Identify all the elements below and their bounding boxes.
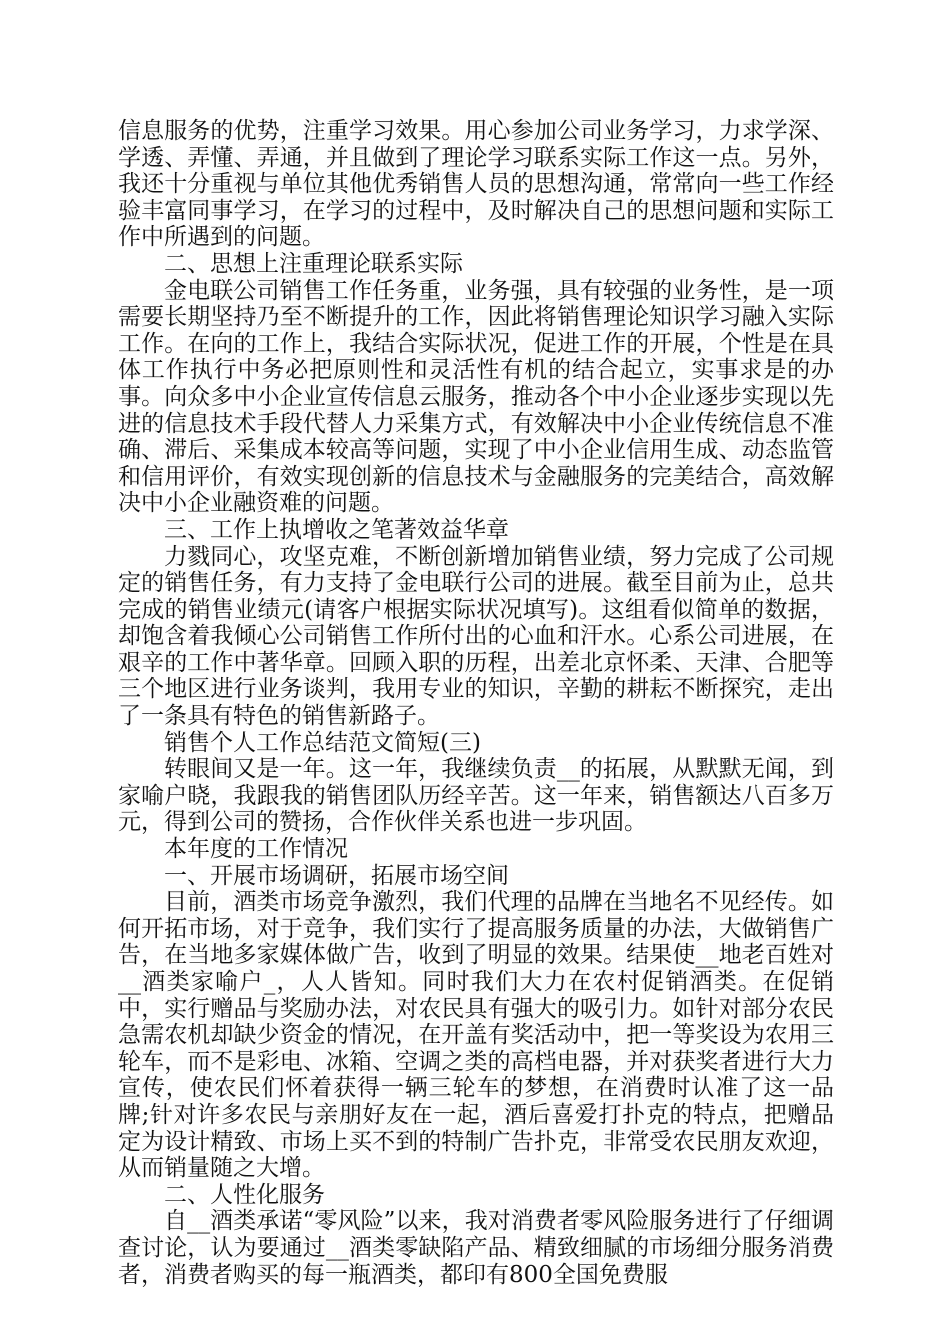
section-heading: 一、开展市场调研，拓展市场空间 bbox=[164, 862, 509, 889]
section-heading: 二、人性化服务 bbox=[164, 1181, 325, 1208]
paragraph: 转眼间又是一年。这一年，我继续负责__的拓展，从默默无闻，到家喻户晓，我跟我的销售团队历经辛苦。这一年来，销售额达八百多万元，得到公司的赞扬，合作伙伴关系也进一步巩固。 bbox=[118, 756, 834, 836]
document-body bbox=[118, 118, 834, 1288]
paragraph: 力戮同心，攻坚克难，不断创新增加销售业绩，努力完成了公司规定的销售任务，有力支持了金电联行公司的进展。截至目前为止，总共完成的销售业绩元(请客户根据实际状况填写)。这组看似简单的数据，却饱含着我倾心公司销售工作所付出的心血和汗水。心系公司进展，在艰辛的工作中著华章。回顾入职的历程，出差北京怀柔、天津、合肥等三个地区进行业务谈判，我用专业的知识，辛勤的耕耘不断探究，走出了一条具有特色的销售新路子。 bbox=[118, 543, 834, 730]
paragraph: 金电联公司销售工作任务重，业务强，具有较强的业务性，是一项需要长期坚持乃至不断提升的工作，因此将销售理论知识学习融入实际工作。在向的工作上，我结合实际状况，促进工作的开展，个性是在具体工作执行中务必把原则性和灵活性有机的结合起立，实事求是的办事。向众多中小企业宣传信息云服务，推动各个中小企业逐步实现以先进的信息技术手段代替人力采集方式，有效解决中小企业传统信息不准确、滞后、采集成本较高等问题，实现了中小企业信用生成、动态监管和信用评价，有效实现创新的信息技术与金融服务的完美结合，高效解决中小企业融资难的问题。 bbox=[118, 277, 834, 517]
section-heading: 二、思想上注重理论联系实际 bbox=[164, 250, 463, 277]
section-heading: 三、工作上执增收之笔著效益华章 bbox=[164, 516, 509, 543]
paragraph: 自__酒类承诺“零风险”以来，我对消费者零风险服务进行了仔细调查讨论，认为要通过__酒类零缺陷产品、精致细腻的市场细分服务消费者，消费者购买的每一瓶酒类，都印有800全国免费服 bbox=[118, 1208, 834, 1288]
paragraph: 目前，酒类市场竞争激烈，我们代理的品牌在当地名不见经传。如何开拓市场，对于竞争，我们实行了提高服务质量的办法，大做销售广告，在当地多家媒体做广告，收到了明显的效果。结果使__地老百姓对__酒类家喻户_，人人皆知。同时我们大力在农村促销酒类。在促销中，实行赠品与奖励办法，对农民具有强大的吸引力。如针对部分农民急需农机却缺少资金的情况，在开盖有奖活动中，把一等奖设为农用三轮车，而不是彩电、冰箱、空调之类的高档电器，并对获奖者进行大力宣传，使农民们怀着获得一辆三轮车的梦想，在消费时认准了这一品牌;针对许多农民与亲朋好友在一起，酒后喜爱打扑克的特点，把赠品定为设计精致、市场上买不到的特制广告扑克，非常受农民朋友欢迎，从而销量随之大增。 bbox=[118, 889, 834, 1182]
document-subtitle: 销售个人工作总结范文简短(三) bbox=[164, 729, 481, 756]
paragraph-continued: 信息服务的优势，注重学习效果。用心参加公司业务学习，力求学深、学透、弄懂、弄通，并且做到了理论学习联系实际工作这一点。另外，我还十分重视与单位其他优秀销售人员的思想沟通，常常向一些工作经验丰富同事学习，在学习的过程中，及时解决自己的思想问题和实际工作中所遇到的问题。 bbox=[118, 118, 834, 251]
section-heading: 本年度的工作情况 bbox=[164, 836, 348, 863]
